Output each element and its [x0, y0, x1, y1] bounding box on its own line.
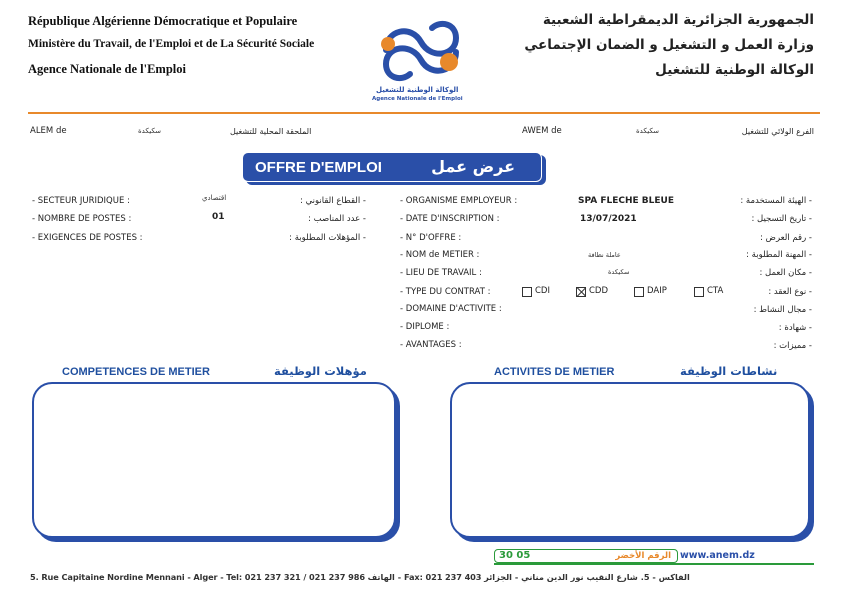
header-ar-ministry: وزارة العمل و التشغيل و الضمان الإجتماعي	[524, 37, 814, 53]
alem-label: ALEM de	[30, 126, 67, 136]
field-avantages-label-ar: - مميزات :	[773, 341, 812, 351]
field-offre-label: - N° D'OFFRE :	[400, 233, 462, 243]
awem-label: AWEM de	[522, 126, 562, 136]
field-diplome-label-ar: - شهادة :	[778, 323, 812, 333]
field-secteur-label-ar: - القطاع القانوني :	[300, 196, 366, 206]
field-domaine-label-ar: - مجال النشاط :	[753, 305, 812, 315]
field-contrat-label: - TYPE DU CONTRAT :	[400, 287, 491, 297]
contract-cdi-checkbox[interactable]	[522, 287, 532, 297]
field-organisme-label: - ORGANISME EMPLOYEUR :	[400, 196, 518, 206]
field-lieu-value: سكيكدة	[608, 268, 630, 276]
field-metier-value: عاملة نظافة	[588, 251, 621, 259]
field-secteur-value: اقتصادي	[202, 194, 227, 202]
competences-panel[interactable]	[32, 382, 396, 538]
alem-label-ar: الملحقة المحلية للتشغيل	[230, 127, 312, 136]
field-metier-label-ar: - المهنة المطلوبة :	[746, 250, 812, 260]
field-secteur-label: - SECTEUR JURIDIQUE :	[32, 196, 130, 206]
green-number-badge	[494, 549, 678, 563]
competences-title: COMPETENCES DE METIER	[62, 366, 210, 378]
logo-caption-ar: الوكالة الوطنية للتشغيل	[376, 86, 459, 94]
field-domaine-label: - DOMAINE D'ACTIVITE :	[400, 304, 502, 314]
activites-title: ACTIVITES DE METIER	[494, 366, 615, 378]
field-offre-label-ar: - رقم العرض :	[760, 233, 812, 243]
competences-title-ar: مؤهلات الوظيفة	[274, 364, 367, 378]
field-contrat-label-ar: - نوع العقد :	[768, 287, 812, 297]
footer-divider	[494, 563, 814, 565]
contract-cta-label: CTA	[707, 286, 724, 296]
field-date-label: - DATE D'INSCRIPTION :	[400, 214, 500, 224]
green-number-value: 30 05	[499, 550, 531, 561]
field-nombre-label: - NOMBRE DE POSTES :	[32, 214, 132, 224]
activites-title-ar: نشاطات الوظيفة	[680, 364, 778, 378]
contract-cdd-checkbox[interactable]	[576, 287, 586, 297]
awem-label-ar: الفرع الولائي للتشغيل	[741, 127, 814, 136]
website-link[interactable]: www.anem.dz	[680, 550, 755, 561]
offer-title-ar: عرض عمل	[431, 157, 515, 176]
offer-title-banner	[242, 152, 542, 182]
field-date-value: 13/07/2021	[580, 214, 637, 224]
offer-title-fr: OFFRE D'EMPLOI	[255, 159, 382, 176]
header-fr-ministry: Ministère du Travail, de l'Emploi et de La Sécurité Sociale	[28, 38, 315, 50]
header-divider	[28, 112, 820, 114]
awem-value: سكيكدة	[636, 127, 660, 135]
field-organisme-label-ar: - الهيئة المستخدمة :	[740, 196, 812, 206]
field-avantages-label: - AVANTAGES :	[400, 340, 462, 350]
field-lieu-label: - LIEU DE TRAVAIL :	[400, 268, 482, 278]
field-lieu-label-ar: - مكان العمل :	[759, 268, 812, 278]
contract-cdd-label: CDD	[589, 286, 609, 296]
field-diplome-label: - DIPLOME :	[400, 322, 450, 332]
alem-value: سكيكدة	[138, 127, 162, 135]
anem-logo	[366, 12, 476, 104]
field-metier-label: - NOM de METIER :	[400, 250, 480, 260]
green-number-label: الرقم الأخضر	[615, 551, 671, 561]
field-exigences-label: - EXIGENCES DE POSTES :	[32, 233, 143, 243]
contract-daip-checkbox[interactable]	[634, 287, 644, 297]
contract-cta-checkbox[interactable]	[694, 287, 704, 297]
field-nombre-value: 01	[212, 212, 225, 222]
header-fr-agency: Agence Nationale de l'Emploi	[28, 62, 186, 76]
field-organisme-value: SPA FLECHE BLEUE	[578, 196, 674, 206]
contract-cdi-label: CDI	[535, 286, 550, 296]
logo-caption-fr: Agence Nationale de l'Emploi	[372, 96, 463, 102]
footer-address: 5. Rue Capitaine Nordine Mennani - Alger - Tel: 021 237 321 / 021 237 986 الهاتف - Fax: 021 237 403 الفاكس - 5. شارع النقيب نور الدين مناني - الجزائر	[30, 572, 690, 582]
field-exigences-label-ar: - المؤهلات المطلوبة :	[289, 233, 366, 243]
header-ar-agency: الوكالة الوطنية للتشغيل	[655, 62, 814, 78]
contract-daip-label: DAIP	[647, 286, 667, 296]
anem-logo-icon	[366, 12, 476, 92]
field-nombre-label-ar: - عدد المناصب :	[308, 214, 366, 224]
field-date-label-ar: - تاريخ التسجيل :	[751, 214, 812, 224]
header-fr-republic: République Algérienne Démocratique et Populaire	[28, 14, 298, 28]
header-ar-republic: الجمهورية الجزائرية الديمقراطية الشعبية	[542, 12, 814, 28]
activites-panel[interactable]	[450, 382, 810, 538]
